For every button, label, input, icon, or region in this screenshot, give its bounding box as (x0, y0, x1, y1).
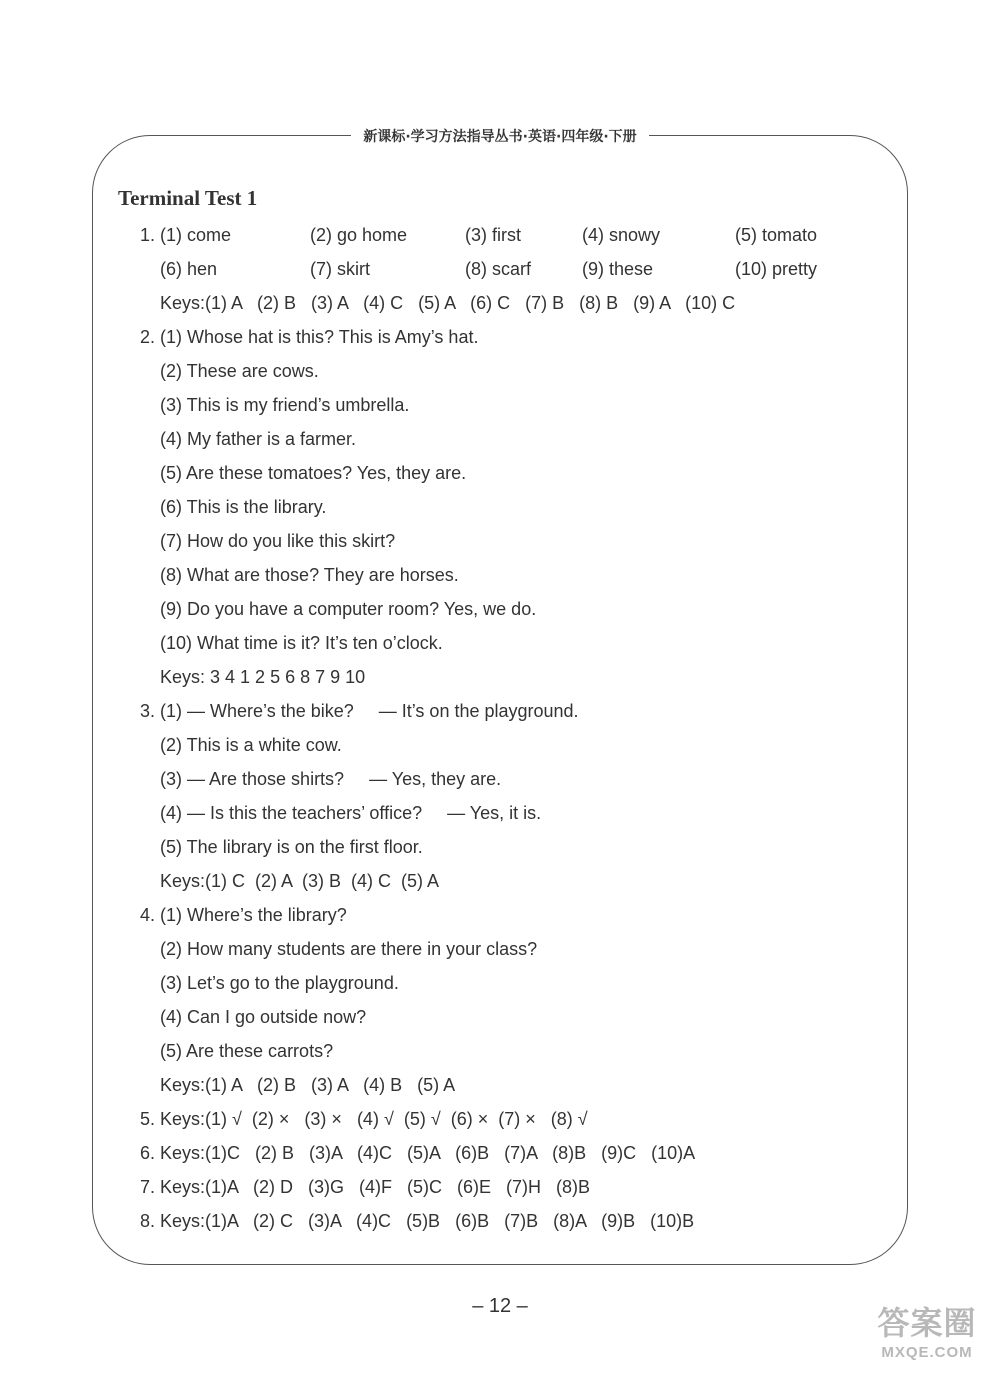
q2-item: (2) These are cows. (160, 361, 319, 381)
q2-item: (4) My father is a farmer. (160, 429, 357, 449)
q4-item: (3) Let’s go to the playground. (160, 973, 399, 993)
watermark (872, 1303, 982, 1383)
watermark-url: MXQE.COM (881, 1344, 973, 1361)
q3-item: (5) The library is on the first floor. (160, 837, 423, 857)
running-header: 新课标·学习方法指导丛书·英语·四年级·下册 (0, 126, 1000, 146)
q6-keys: 6. Keys:(1)C (2) B (3)A (4)C (5)A (6)B (7)A (8)B (9)C (10)A (140, 1143, 696, 1163)
q2-item: (8) What are those? They are horses. (160, 565, 459, 585)
page-number: – 12 – (472, 1295, 528, 1317)
q4-item: (4) Can I go outside now? (160, 1007, 367, 1027)
q3-item: (4) — Is this the teachers’ office? — Yes, it is. (160, 803, 542, 823)
q3-item: (3) — Are those shirts? — Yes, they are. (160, 769, 502, 789)
q4-keys: Keys:(1) A (2) B (3) A (4) B (5) A (160, 1075, 456, 1095)
q4-item: (5) Are these carrots? (160, 1041, 334, 1061)
q2-number: 2. (140, 327, 156, 347)
q7-keys: 7. Keys:(1)A (2) D (3)G (4)F (5)C (6)E (7)H (8)B (140, 1177, 591, 1197)
q3-item: (2) This is a white cow. (160, 735, 342, 755)
q4-number: 4. (140, 905, 156, 925)
q3-number: 3. (140, 701, 156, 721)
q5-keys: 5. Keys:(1) √ (2) × (3) × (4) √ (5) √ (6) × (7) × (8) √ (140, 1109, 588, 1129)
q2-item: (10) What time is it? It’s ten o’clock. (160, 633, 443, 653)
q4-item: (2) How many students are there in your class? (160, 939, 538, 959)
q2-item: (5) Are these tomatoes? Yes, they are. (160, 463, 467, 483)
q1-keys: Keys:(1) A (2) B (3) A (4) C (5) A (6) C (7) B (8) B (9) A (10) C (160, 293, 736, 313)
watermark-logo: 答案圈 (877, 1304, 977, 1342)
q2-keys: Keys: 3 4 1 2 5 6 8 7 9 10 (160, 667, 366, 687)
q2-item: (7) How do you like this skirt? (160, 531, 396, 551)
q3-keys: Keys:(1) C (2) A (3) B (4) C (5) A (160, 871, 440, 891)
q2-item: (3) This is my friend’s umbrella. (160, 395, 410, 415)
q2-item: (6) This is the library. (160, 497, 327, 517)
q1-number: 1. (140, 225, 156, 245)
q2-item: (9) Do you have a computer room? Yes, we do. (160, 599, 537, 619)
section-title: Terminal Test 1 (118, 186, 258, 210)
q8-keys: 8. Keys:(1)A (2) C (3)A (4)C (5)B (6)B (7)B (8)A (9)B (10)B (140, 1211, 695, 1231)
